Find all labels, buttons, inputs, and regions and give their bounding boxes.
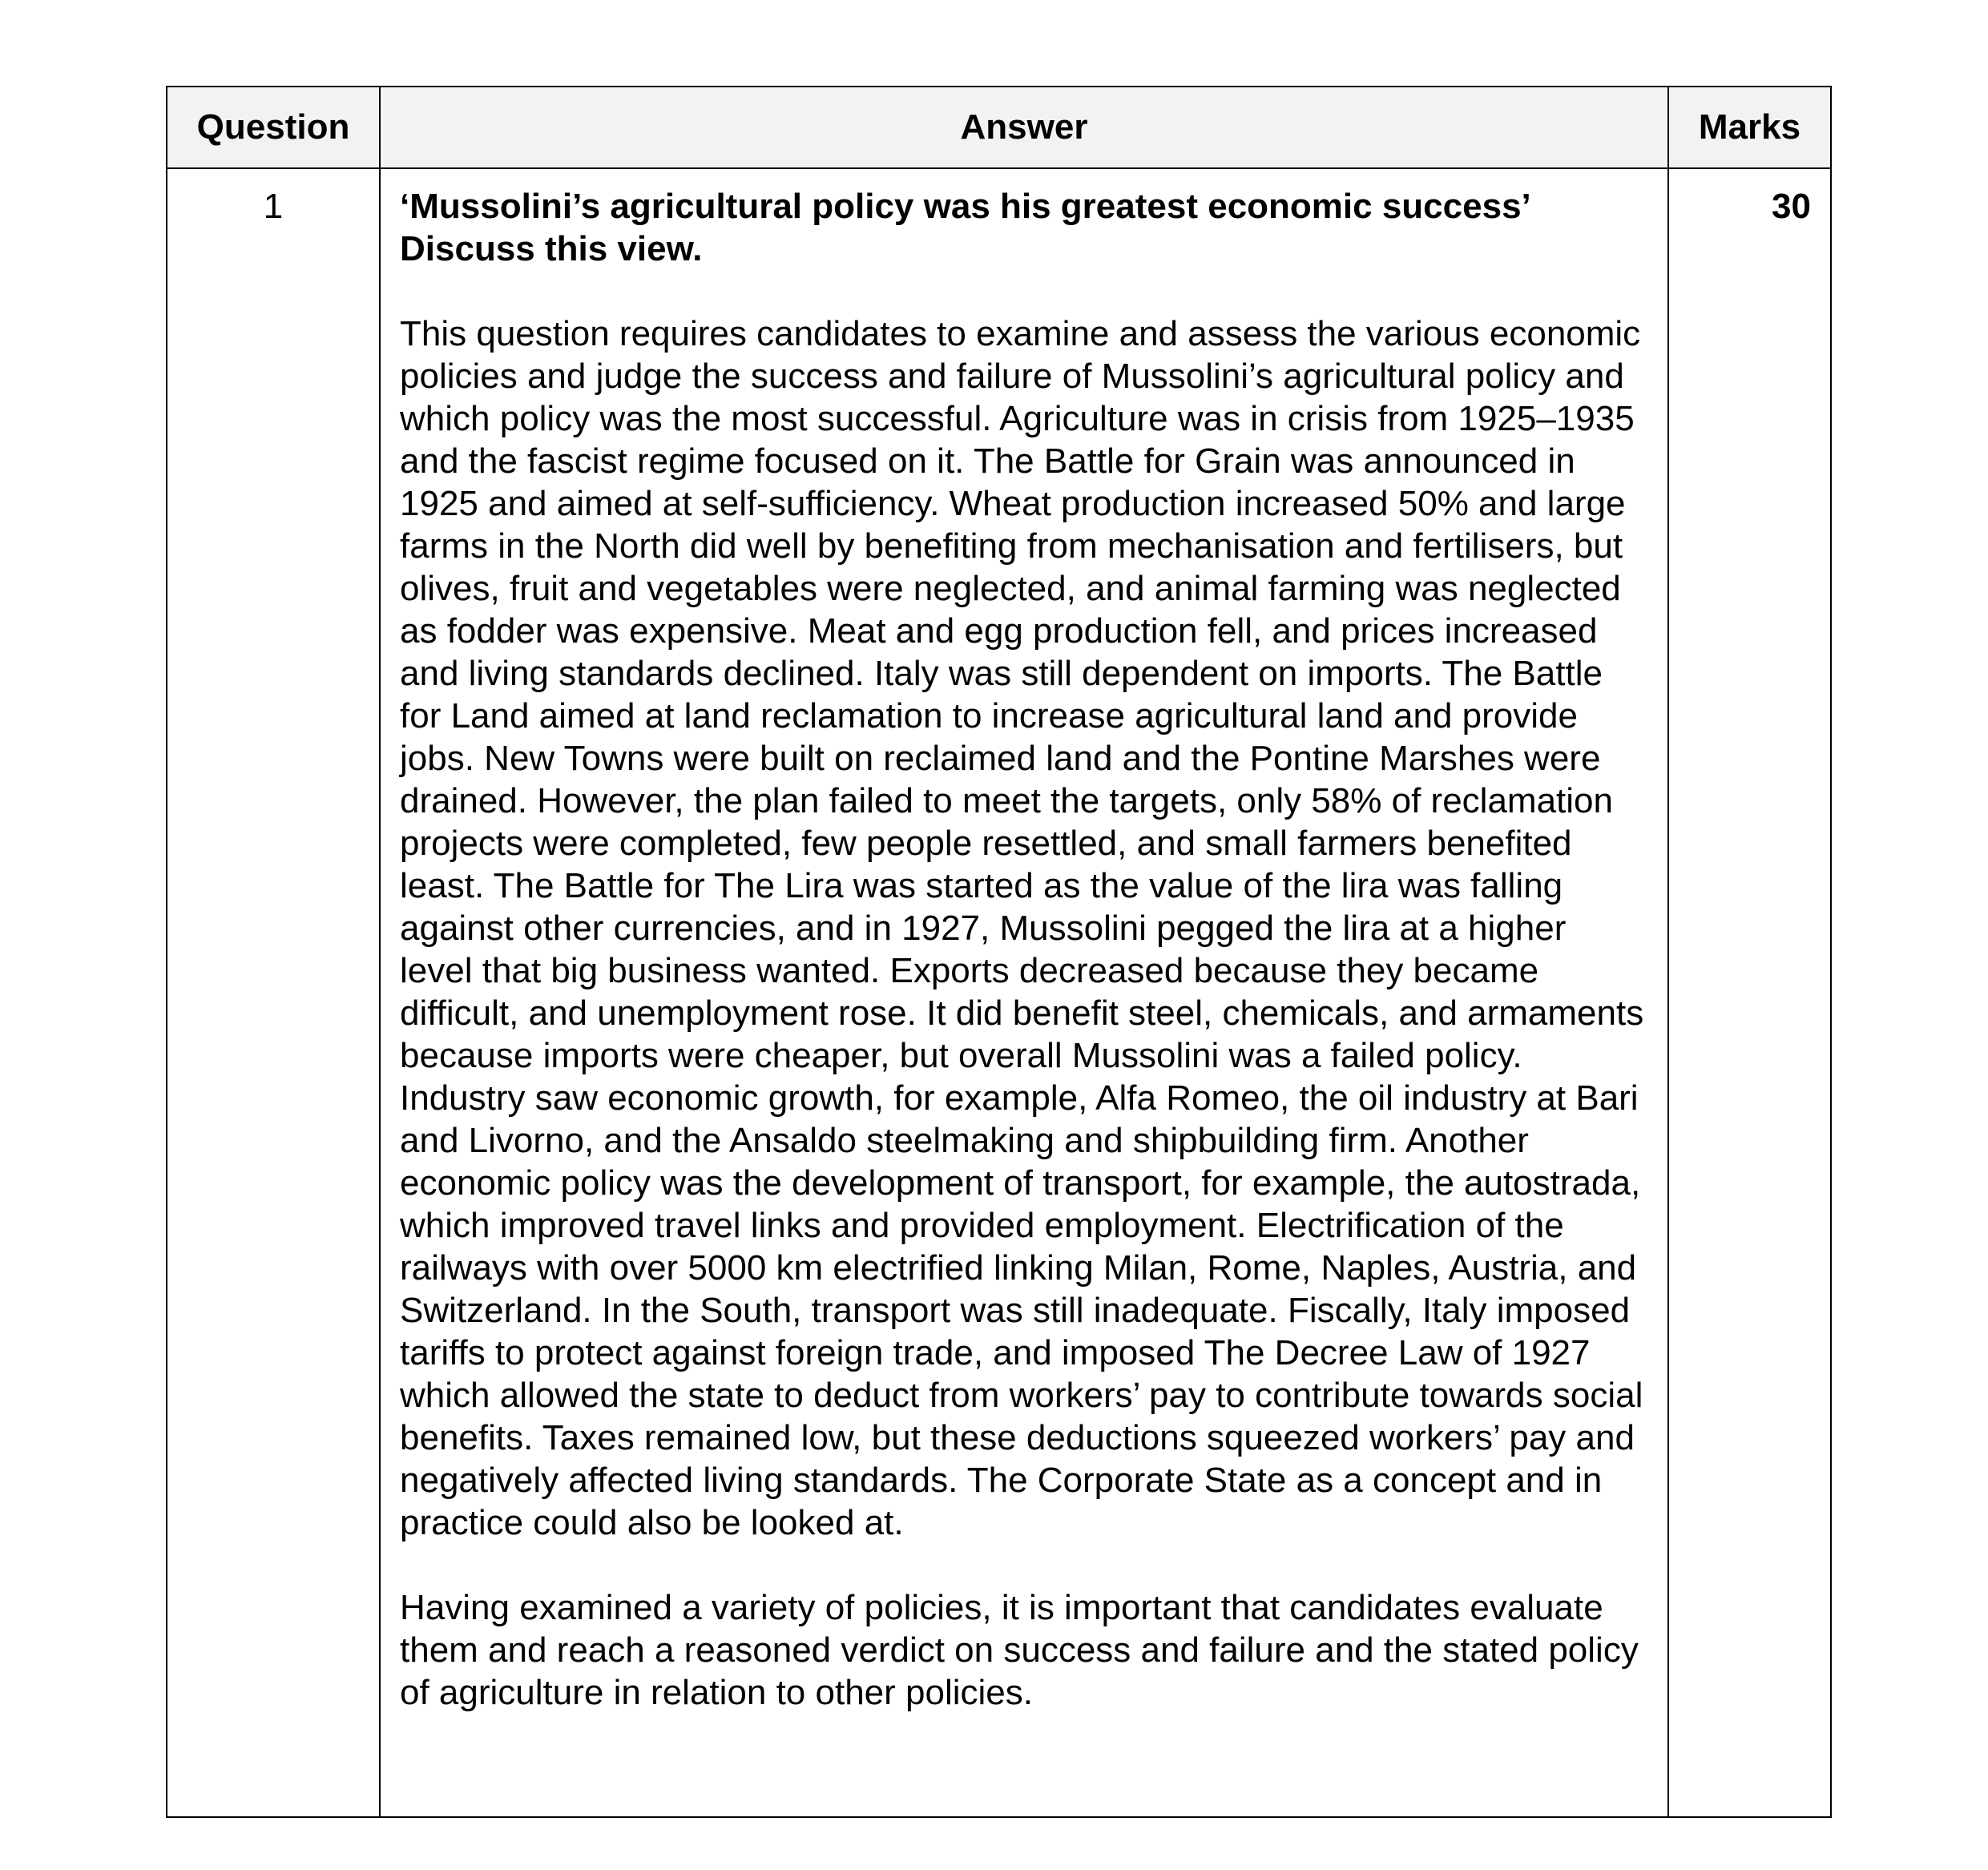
header-row (167, 87, 1831, 168)
answer-cell (380, 168, 1668, 1817)
question-prompt-line-1: ‘Mussolini’s agricultural policy was his greatest economic success’ (400, 187, 1531, 226)
answer-paragraph-evaluation: Having examined a variety of policies, it is important that candidates evaluate them and reach a reasoned verdict on success and failure and the stated policy of agriculture in relation to other policies. (400, 1588, 1639, 1712)
question-prompt (400, 185, 1647, 270)
question-number: 1 (167, 168, 380, 1817)
marks-column-header: Marks (1668, 87, 1831, 168)
answer-column-header: Answer (380, 87, 1668, 168)
marks-value: 30 (1668, 168, 1831, 1817)
table-row (167, 168, 1831, 1817)
question-prompt-line-2: Discuss this view. (400, 229, 703, 268)
answer-paragraph-guidance: This question requires candidates to examine and assess the various economic policies and judge the success and failure of Mussolini’s agricultural policy and which policy was the most successful. Agriculture was in crisis from 1925–1935 and the fascist regime focused on it. The Battle for Grain was announced in 1925 and aimed at self-sufficiency. Wheat production increased 50% and large farms in the North did well by benefiting from mechanisation and fertilisers, but olives, fruit and vegetables were neglected, and animal farming was neglected as fodder was expensive. Meat and egg production fell, and prices increased and living standards declined. Italy was still dependent on imports. The Battle for Land aimed at land reclamation to increase agricultural land and provide jobs. New Towns were built on reclaimed land and the Pontine Marshes were drained. However, the plan failed to meet the targets, only 58% of reclamation projects were completed, few people resettled, and small farmers benefited least. The Battle for The Lira was started as the value of the lira was falling against other currencies, and in 1927, Mussolini pegged the lira at a higher level that big business wanted. Exports decreased because they became difficult, and unemployment rose. It did benefit steel, chemicals, and armaments because imports were cheaper, but overall Mussolini was a failed policy. Industry saw economic growth, for example, Alfa Romeo, the oil industry at Bari and Livorno, and the Ansaldo steelmaking and shipbuilding firm. Another economic policy was the development of transport, for example, the autostrada, which improved travel links and provided employment. Electrification of the railways with over 5000 km electrified linking Milan, Rome, Naples, Austria, and Switzerland. In the South, transport was still inadequate. Fiscally, Italy imposed tariffs to protect against foreign trade, and imposed The Decree Law of 1927 which allowed the state to deduct from workers’ pay to contribute towards social benefits. Taxes remained low, but these deductions squeezed workers’ pay and negatively affected living standards. The Corporate State as a concept and in practice could also be looked at. (400, 314, 1644, 1542)
question-column-header: Question (167, 87, 380, 168)
mark-scheme-table (166, 86, 1832, 1818)
